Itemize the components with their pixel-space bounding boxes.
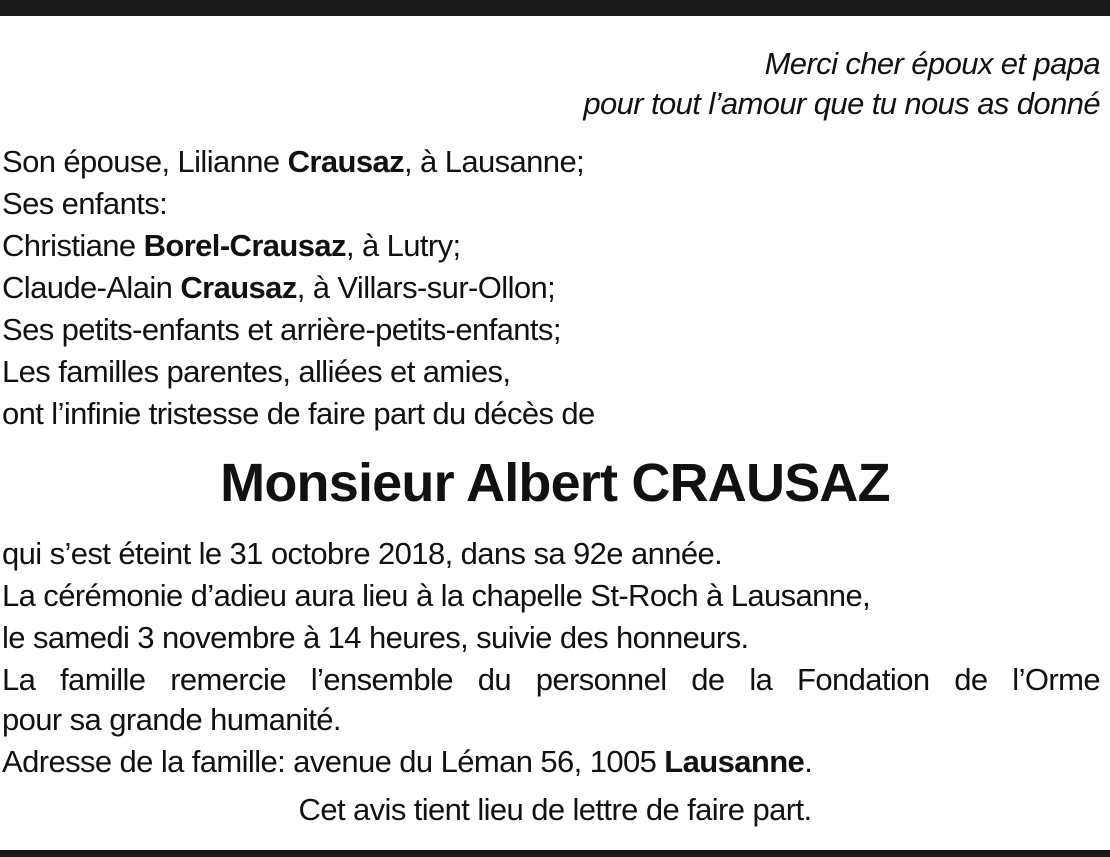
child-2-suffix: , à Villars-sur-Ollon; xyxy=(296,270,556,305)
thanks-line-1: La famille remercie l’ensemble du personnel de la Fondation de l’Orme xyxy=(2,662,1100,697)
deceased-name: Monsieur Albert CRAUSAZ xyxy=(220,453,890,513)
child-1-line xyxy=(2,226,461,266)
address-line xyxy=(2,742,812,782)
ceremony-line: La cérémonie d’adieu aura lieu à la chapelle St-Roch à Lausanne, xyxy=(2,578,871,613)
thanks-line-2: pour sa grande humanité. xyxy=(2,702,341,737)
child-2-prefix: Claude-Alain xyxy=(2,270,181,305)
epigraph-line-1: Merci cher époux et papa xyxy=(764,46,1100,81)
spouse-prefix: Son épouse, Lilianne xyxy=(2,144,288,179)
spouse-line xyxy=(2,142,584,182)
child-1-suffix: , à Lutry; xyxy=(345,228,461,263)
address-prefix: Adresse de la famille: avenue du Léman 56, 1005 xyxy=(2,744,665,779)
death-date-line: qui s’est éteint le 31 octobre 2018, dans sa 92e année. xyxy=(2,536,723,571)
grandchildren-line: Ses petits-enfants et arrière-petits-enfants; xyxy=(2,312,561,347)
child-2-line xyxy=(2,268,555,308)
children-heading: Ses enfants: xyxy=(2,186,168,221)
closing-note: Cet avis tient lieu de lettre de faire part. xyxy=(298,792,812,827)
address-suffix: . xyxy=(804,744,813,779)
announcement-line: ont l’infinie tristesse de faire part du décès de xyxy=(2,396,595,431)
bottom-border-rule xyxy=(0,850,1110,857)
relatives-line: Les familles parentes, alliées et amies, xyxy=(2,354,511,389)
epigraph-line-2: pour tout l’amour que tu nous as donné xyxy=(583,86,1100,121)
child-1-surname: Borel-Crausaz xyxy=(143,228,346,263)
address-city: Lausanne xyxy=(664,744,805,779)
spouse-suffix: , à Lausanne; xyxy=(404,144,585,179)
spouse-surname: Crausaz xyxy=(287,144,405,179)
epigraph xyxy=(583,44,1100,124)
top-border-rule xyxy=(0,0,1110,16)
ceremony-time-line: le samedi 3 novembre à 14 heures, suivie des honneurs. xyxy=(2,620,749,655)
child-1-prefix: Christiane xyxy=(2,228,144,263)
child-2-surname: Crausaz xyxy=(180,270,297,305)
